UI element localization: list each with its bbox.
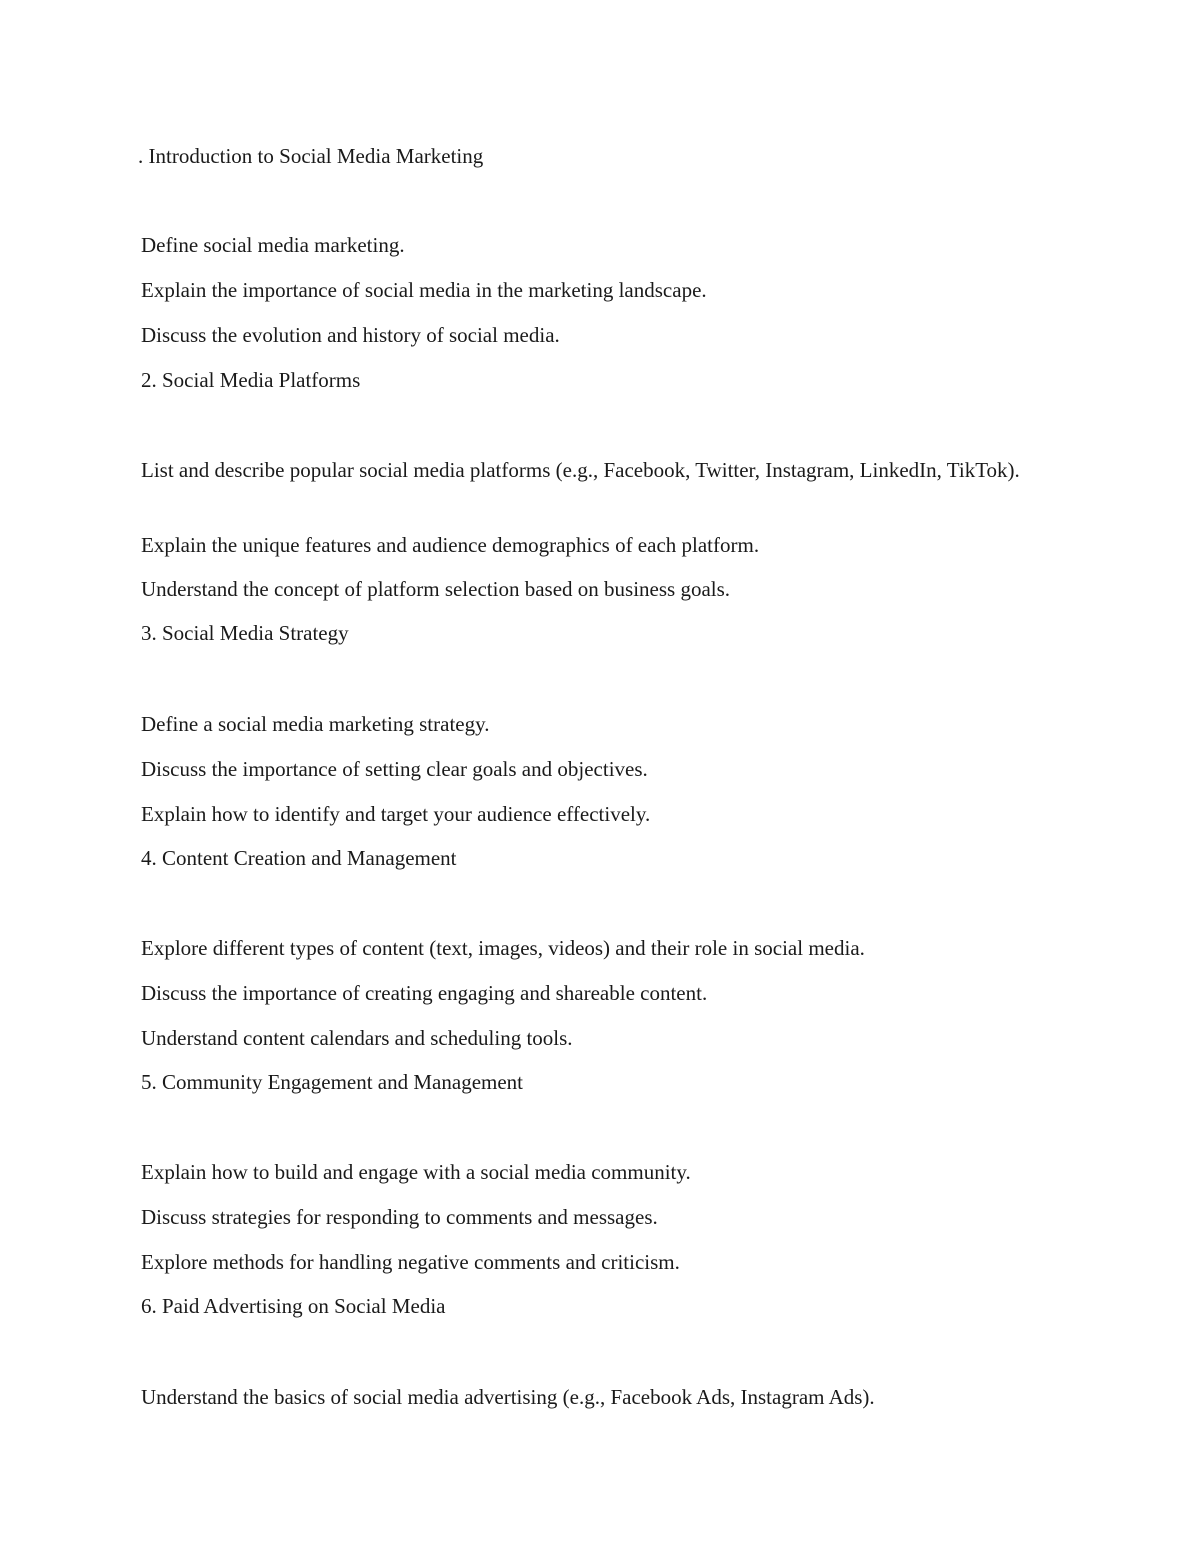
section-heading-platforms: 2. Social Media Platforms — [141, 368, 361, 392]
list-item: Explain how to identify and target your audience effectively. — [141, 802, 651, 826]
list-item: Discuss the evolution and history of social media. — [141, 323, 560, 347]
section-heading-community: 5. Community Engagement and Management — [141, 1070, 523, 1094]
section-heading-introduction: . Introduction to Social Media Marketing — [138, 144, 484, 168]
list-item: Define a social media marketing strategy. — [141, 712, 490, 736]
list-item: Define social media marketing. — [141, 233, 405, 257]
section-heading-content: 4. Content Creation and Management — [141, 846, 457, 870]
list-item: Understand the concept of platform selection based on business goals. — [141, 577, 731, 601]
list-item: Explain the importance of social media in the marketing landscape. — [141, 278, 707, 302]
list-item: Explain the unique features and audience demographics of each platform. — [141, 533, 760, 557]
list-item: Understand content calendars and scheduling tools. — [141, 1026, 573, 1050]
list-item: Discuss the importance of creating engaging and shareable content. — [141, 981, 708, 1005]
list-item: Discuss strategies for responding to comments and messages. — [141, 1205, 658, 1229]
section-heading-strategy: 3. Social Media Strategy — [141, 621, 349, 645]
list-item: Understand the basics of social media advertising (e.g., Facebook Ads, Instagram Ads). — [141, 1385, 875, 1409]
list-item: Explain how to build and engage with a social media community. — [141, 1160, 691, 1184]
list-item: Discuss the importance of setting clear goals and objectives. — [141, 757, 648, 781]
list-item: Explore different types of content (text, images, videos) and their role in social media. — [141, 936, 865, 960]
section-heading-paid-advertising: 6. Paid Advertising on Social Media — [141, 1294, 446, 1318]
list-item: List and describe popular social media platforms (e.g., Facebook, Twitter, Instagram, LinkedIn, TikTok). — [141, 458, 1020, 482]
list-item: Explore methods for handling negative comments and criticism. — [141, 1250, 680, 1274]
